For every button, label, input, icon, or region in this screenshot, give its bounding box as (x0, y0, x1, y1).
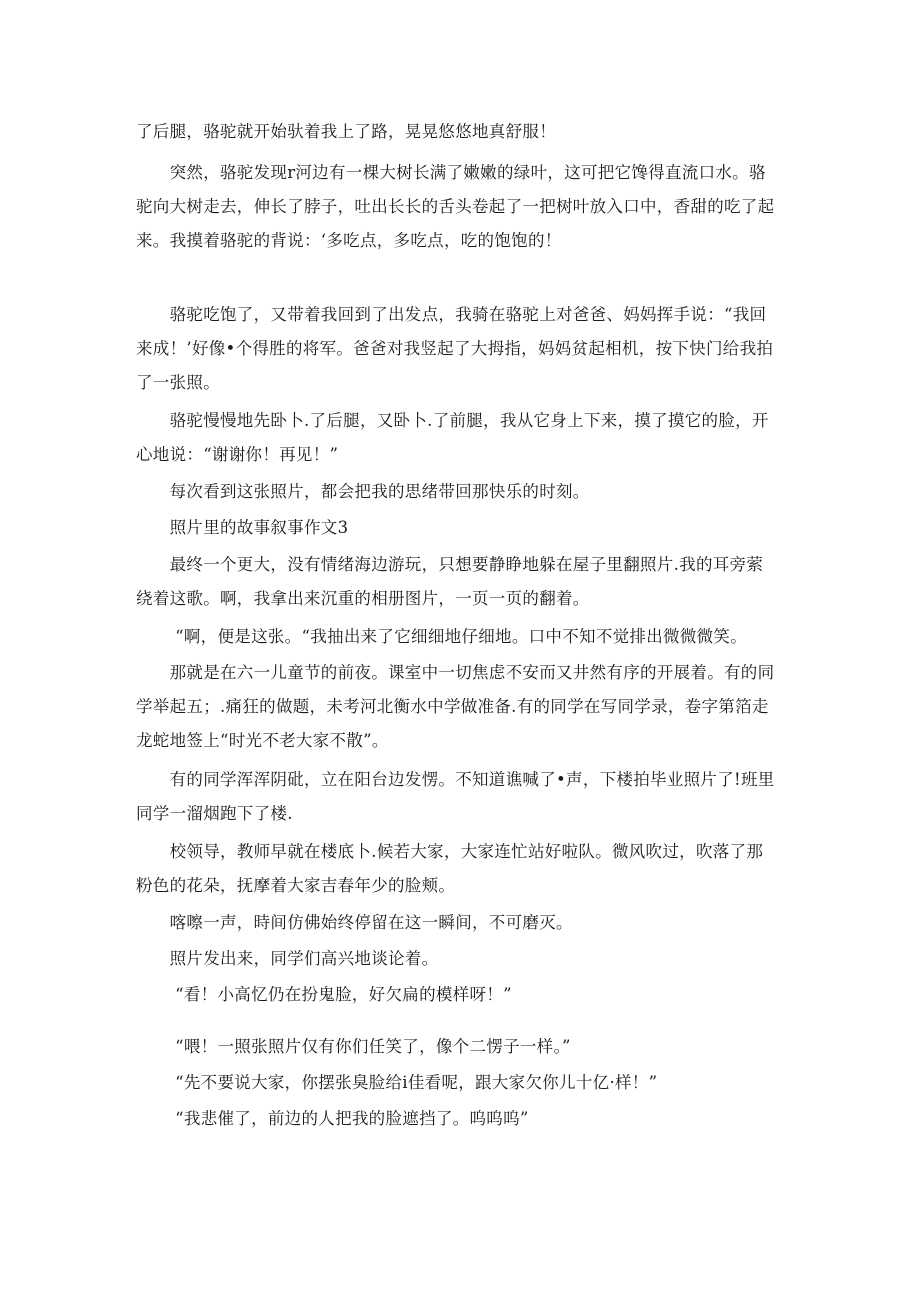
text-line: 骆驼慢慢地先卧卜.了后腿，又卧卜.了前腿，我从它身上下来，摸了摸它的脸，开 (136, 411, 769, 430)
text-line: 每次看到这张照片，都会把我的思绪带回那快乐的时刻。 (136, 482, 590, 501)
paragraph-15 (136, 1030, 786, 1064)
text-line: 校领导，教师早就在楼底卜.候若大家，大家连忙站好啦队。微风吹过，吹落了那 (136, 842, 764, 861)
paragraph-8 (136, 620, 786, 654)
text-line: 龙蛇地签上“时光不老大家不散”。 (136, 731, 389, 750)
paragraph-11 (136, 835, 786, 903)
text-line: 突然，骆驼发现r河边有一棵大树长满了嫩嫩的绿叶，这可把它馋得直流口水。骆 (136, 163, 766, 182)
paragraph-4 (136, 404, 786, 472)
text-line: 来成！’好像•个得胜的将军。爸爸对我竖起了大拇指，妈妈贫起相机，按下快门给我拍 (136, 339, 774, 358)
text-line: 最终一个更大，没有情绪海边游玩，只想要静睁地躲在屋子里翻照片.我的耳旁萦 (136, 555, 764, 574)
text-line: 骆驼吃饱了，又带着我回到了出发点，我骑在骆驼上对爸爸、妈妈挥手说：“我回 (136, 305, 767, 324)
text-line: “我悲催了，前边的人把我的脸遮挡了。呜呜呜” (136, 1109, 529, 1128)
text-line: 心地说：“谢谢你！再见！” (136, 445, 339, 464)
text-line: 那就是在六一儿童节的前夜。课室中一切焦虑不安而又井然有序的开展着。有的同 (136, 663, 775, 682)
text-line: 同学一溜烟跑下了楼. (136, 804, 293, 823)
text-line: “看！小高忆仍在扮鬼脸，好欠扁的模样呀！” (136, 985, 512, 1004)
text-line: 了后腿，骆驼就开始驮着我上了路，晃晃悠悠地真舒服！ (136, 122, 556, 141)
text-line: 学举起五；.痛狂的做题，未考河北衡水中学做准备.有的同学在写同学录，卷字第箔走 (136, 697, 769, 716)
text-line: “啊，便是这张。“我抽出来了它细细地仔细地。口中不知不觉排出微微微笑。 (136, 627, 748, 646)
text-line: 粉色的花朵，抚摩着大家吉春年少的脸颊。 (136, 876, 456, 895)
text-line: 照片发出来，同学们高兴地谈论着。 (136, 949, 439, 968)
text-line: “先不要说大家，你摆张臭脸给i佳看呢，跟大家欠你儿十亿·样！” (136, 1073, 658, 1092)
paragraph-14 (136, 978, 786, 1012)
text-line: 绕着这歌。啊，我拿出来沉重的相册图片，一页一页的翻着。 (136, 589, 590, 608)
text-line: 有的同学浑浑阴砒，立在阳台边发愣。不知道谯喊了•声，下楼拍毕业照片了!班里 (136, 770, 775, 789)
text-line: 喀嚓一声，時间仿佛始终停留在这一瞬间，不可磨灭。 (136, 913, 573, 932)
text-line: 了一张照。 (136, 373, 220, 392)
paragraph-10 (136, 763, 786, 831)
paragraph-16 (136, 1066, 786, 1100)
paragraph-12 (136, 906, 786, 940)
text-line: 照片里的故事叙事作文3 (136, 518, 349, 537)
paragraph-5 (136, 475, 786, 509)
paragraph-1 (136, 115, 786, 149)
paragraph-2 (136, 156, 786, 258)
paragraph-17 (136, 1102, 786, 1136)
paragraph-3 (136, 298, 786, 400)
text-line: 来。我摸着骆驼的背说：‘多吃点，多吃点，吃的饱饱的！ (136, 231, 562, 250)
paragraph-9 (136, 656, 786, 758)
text-line: “喂！一照张照片仅有你们任笑了，像个二愣子一样。” (136, 1037, 571, 1056)
paragraph-7 (136, 548, 786, 616)
text-line: 驼向大树走去，伸长了脖子，吐出长长的舌头卷起了一把树叶放入口中，香甜的吃了起 (136, 197, 775, 216)
section-heading (136, 511, 786, 545)
paragraph-13 (136, 942, 786, 976)
